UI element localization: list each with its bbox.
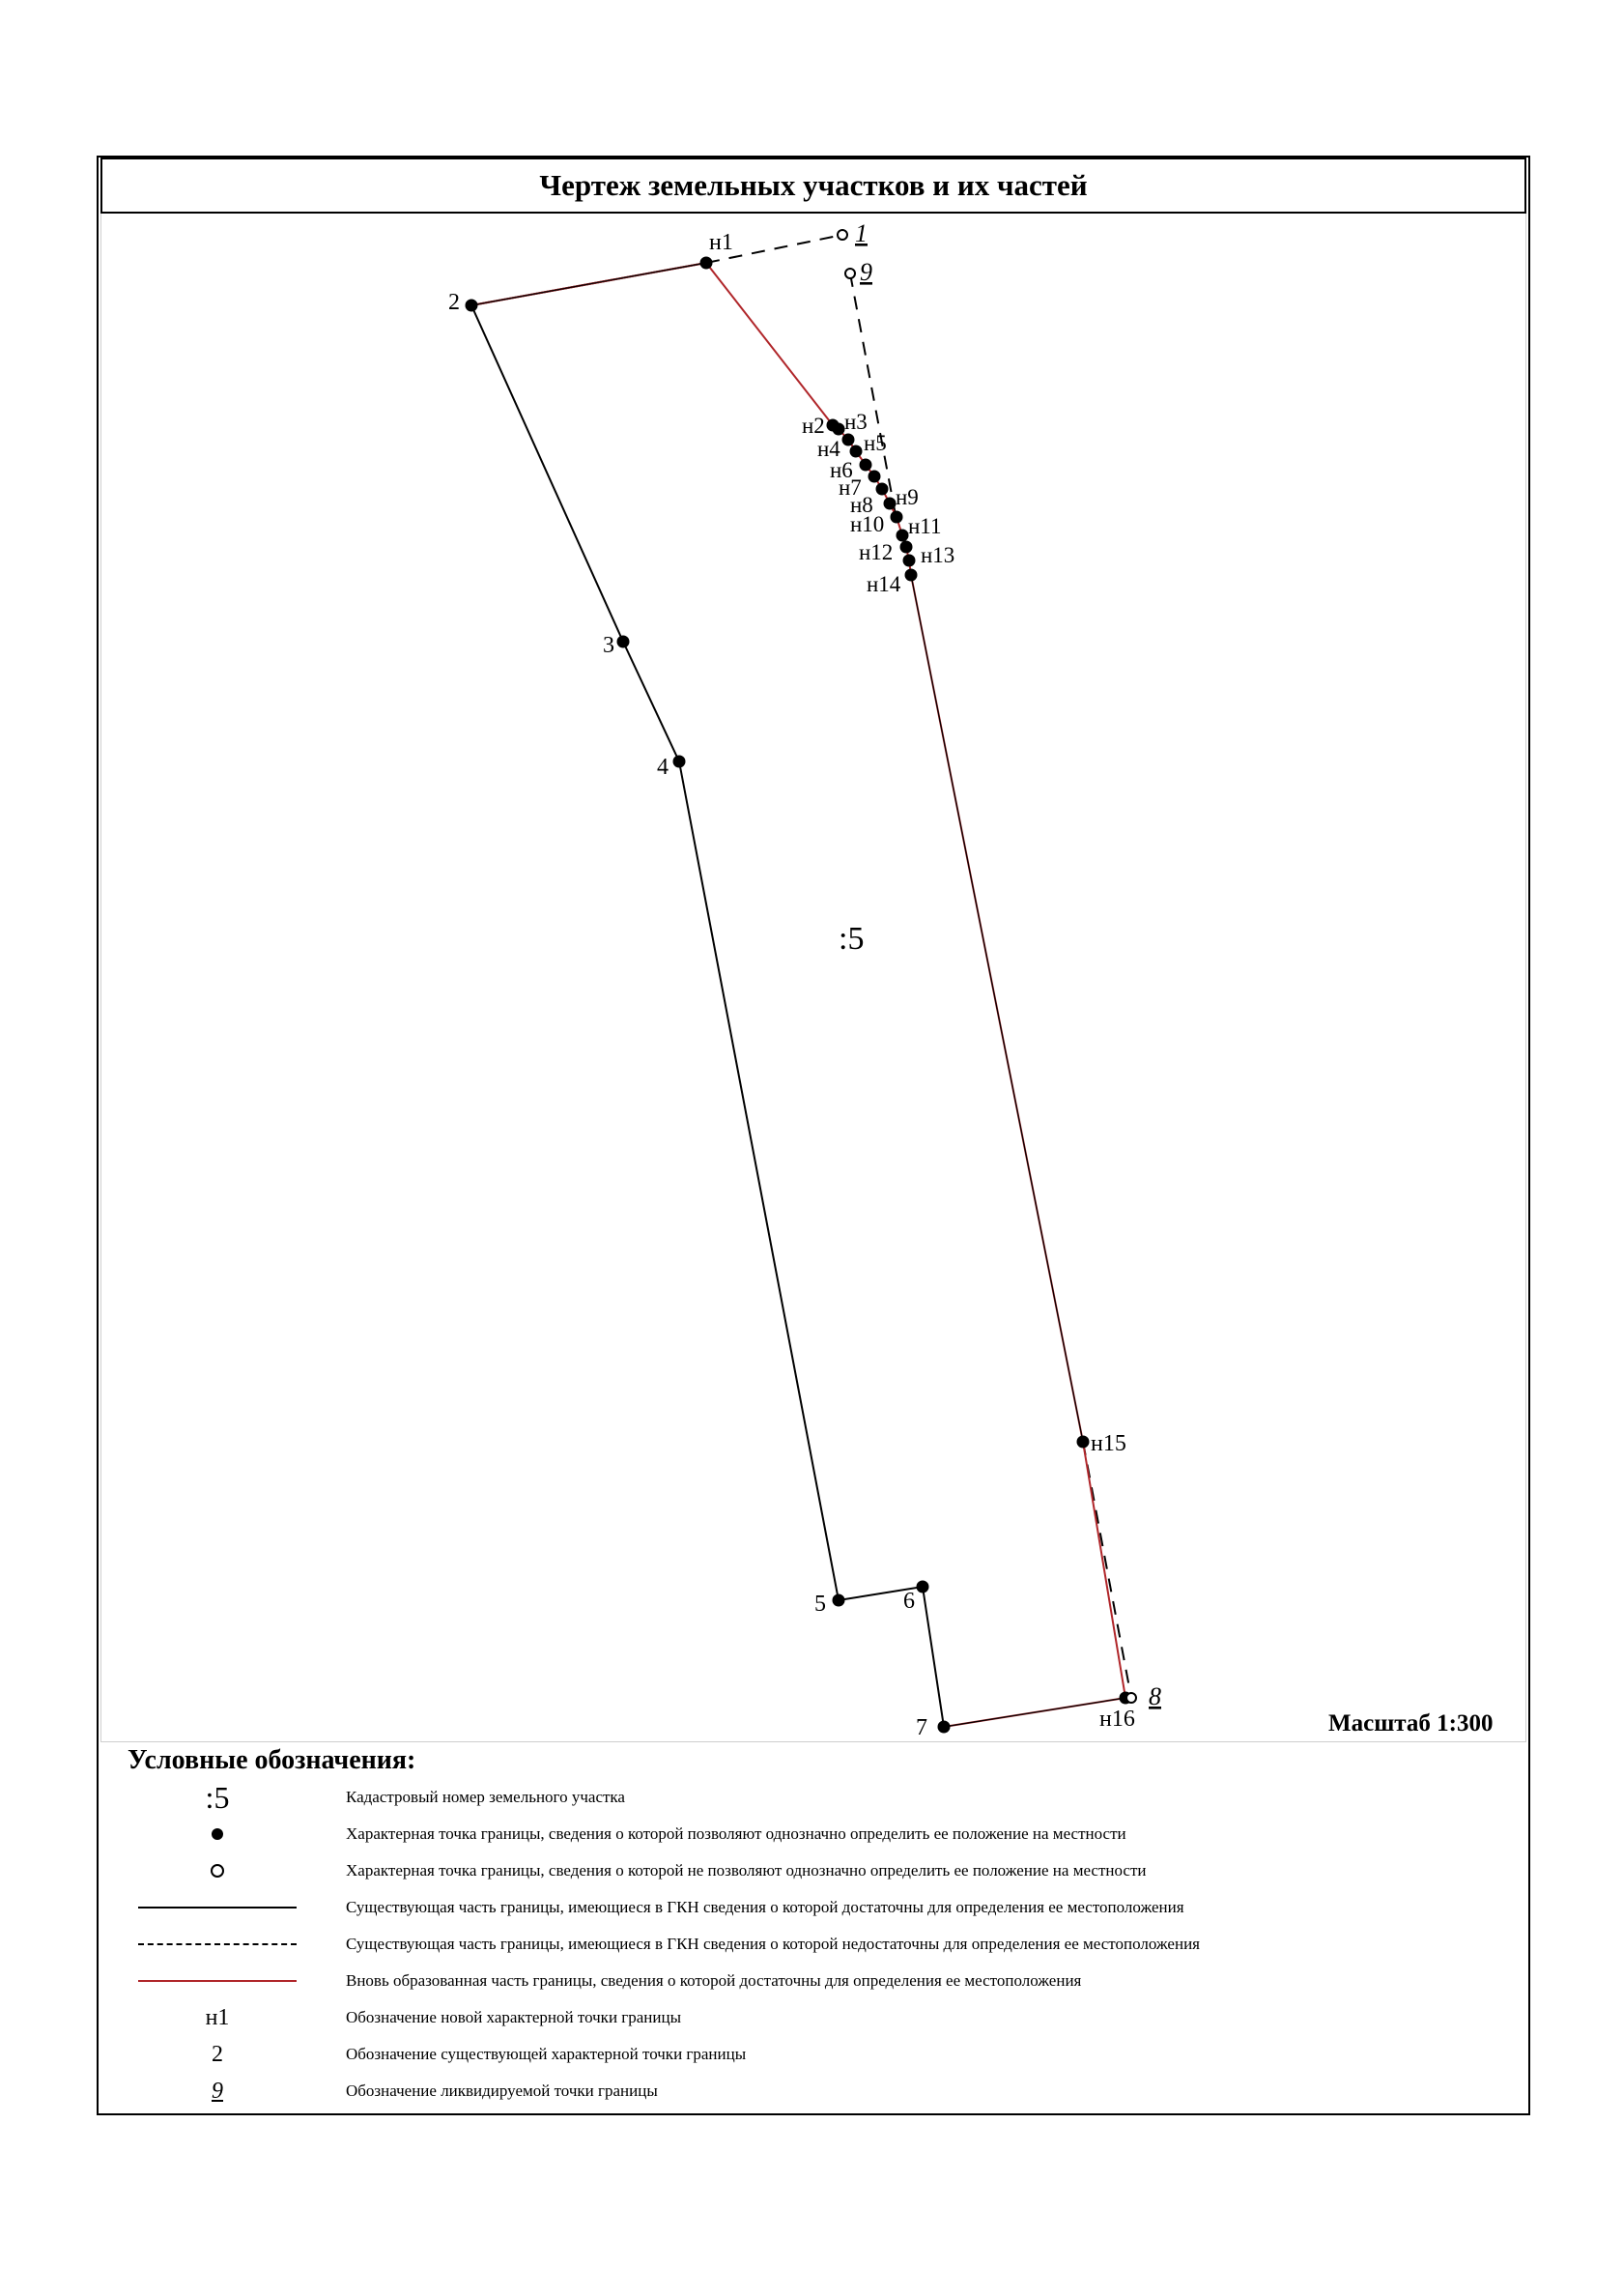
boundary-point-marker: [617, 636, 629, 647]
legend-item-new-point-label: [126, 2000, 1497, 2035]
legend-item-existing-point-label: [126, 2037, 1497, 2072]
boundary-point-marker: [466, 300, 477, 311]
point-label-3: 3: [603, 633, 614, 658]
solid-line-icon: [138, 1907, 297, 1909]
legend-text: Характерная точка границы, сведения о которой не позволяют однозначно определить ее положение на местности: [346, 1861, 1147, 1880]
filled-point-icon: [212, 1828, 223, 1840]
legend-text: Характерная точка границы, сведения о которой позволяют однозначно определить ее положение на местности: [346, 1824, 1126, 1843]
point-label-5: 5: [814, 1592, 826, 1617]
point-label-8: 8: [1149, 1682, 1161, 1710]
legend-symbol-removed-point: 9: [212, 2078, 223, 2104]
boundary-point-marker: [860, 459, 871, 471]
legend-text: Обозначение новой характерной точки границы: [346, 2008, 682, 2026]
boundary-point-marker: [917, 1581, 928, 1593]
point-label-н2: н2: [802, 414, 825, 438]
point-label-н10: н10: [850, 512, 885, 536]
point-label-н11: н11: [908, 514, 942, 538]
boundary-point-marker: [1077, 1436, 1089, 1448]
boundary-point-marker: [938, 1721, 950, 1733]
legend-item-cadastral: [126, 1780, 1497, 1815]
point-label-н9: н9: [896, 485, 919, 509]
point-label-н16: н16: [1099, 1707, 1135, 1732]
removed-point-marker: [838, 230, 847, 240]
legend-item-dashed-line: [126, 1927, 1497, 1962]
dashed-line-icon: [138, 1943, 297, 1945]
legend-text: Обозначение ликвидируемой точки границы: [346, 2081, 658, 2100]
legend-item-open-point: [126, 1853, 1497, 1888]
boundary-point-marker: [876, 483, 888, 495]
point-label-н4: н4: [817, 437, 840, 461]
shared-boundary-overlay-south: [944, 1698, 1125, 1727]
legend-symbol-new-point: н1: [205, 2004, 230, 2030]
removed-point-marker: [1126, 1693, 1136, 1703]
point-label-н7: н7: [839, 475, 862, 500]
point-label-н3: н3: [844, 410, 868, 434]
legend-title: Условные обозначения:: [128, 1745, 416, 1775]
parcel-cadastral-label: :5: [839, 921, 865, 957]
new-boundary-east: [911, 575, 1125, 1698]
point-label-9: 9: [860, 258, 872, 286]
boundary-point-marker: [700, 257, 712, 269]
boundary-point-marker: [897, 530, 908, 541]
point-label-7: 7: [916, 1715, 927, 1739]
shared-boundary-overlay: [471, 263, 706, 305]
legend-text: Вновь образованная часть границы, сведения о которой достаточны для определения ее местоположения: [346, 1971, 1082, 1990]
point-label-4: 4: [657, 755, 669, 780]
boundary-point-marker: [900, 541, 912, 553]
open-point-icon: [211, 1864, 224, 1878]
point-label-н8: н8: [850, 493, 873, 517]
legend-item-solid-line: [126, 1890, 1497, 1925]
shared-boundary-overlay-east: [911, 575, 1083, 1442]
boundary-point-marker: [903, 555, 915, 566]
point-label-н12: н12: [859, 540, 894, 564]
legend-item-removed-point-label: [126, 2074, 1497, 2109]
boundary-point-marker: [842, 434, 854, 445]
boundary-point-marker: [891, 511, 902, 523]
point-label-н1: н1: [709, 230, 733, 255]
point-label-6: 6: [903, 1589, 915, 1614]
point-label-н5: н5: [864, 431, 887, 455]
boundary-point-marker: [884, 498, 896, 509]
boundary-point-marker: [905, 569, 917, 581]
red-line-icon: [138, 1980, 297, 1982]
boundary-point-marker: [673, 756, 685, 767]
boundary-points: [448, 219, 1161, 1739]
legend-text: Кадастровый номер земельного участка: [346, 1788, 625, 1806]
legend-symbol-cadastral: :5: [205, 1779, 230, 1815]
page-title: Чертеж земельных участков и их частей: [539, 168, 1088, 202]
legend-text: Обозначение существующей характерной точки границы: [346, 2045, 747, 2063]
point-label-1: 1: [855, 219, 868, 247]
point-label-н6: н6: [830, 458, 853, 482]
scale-label: Масштаб 1:300: [1328, 1710, 1494, 1736]
boundary-point-marker: [868, 471, 880, 482]
legend-item-red-line: [126, 1964, 1497, 1998]
boundary-point-marker: [850, 445, 862, 457]
point-label-н14: н14: [867, 572, 901, 596]
removed-point-marker: [845, 269, 855, 278]
boundary-point-marker: [833, 1594, 844, 1606]
legend-symbol-existing-point: 2: [212, 2041, 223, 2067]
point-label-н15: н15: [1091, 1431, 1126, 1456]
point-label-2: 2: [448, 290, 460, 315]
point-label-н13: н13: [921, 543, 955, 567]
legend-text: Существующая часть границы, имеющиеся в ГКН сведения о которой достаточны для определения ее местоположения: [346, 1898, 1184, 1916]
legend-text: Существующая часть границы, имеющиеся в ГКН сведения о которой недостаточны для определения ее местоположения: [346, 1935, 1200, 1953]
boundary-point-marker: [833, 423, 844, 435]
legend-item-filled-point: [126, 1817, 1497, 1851]
